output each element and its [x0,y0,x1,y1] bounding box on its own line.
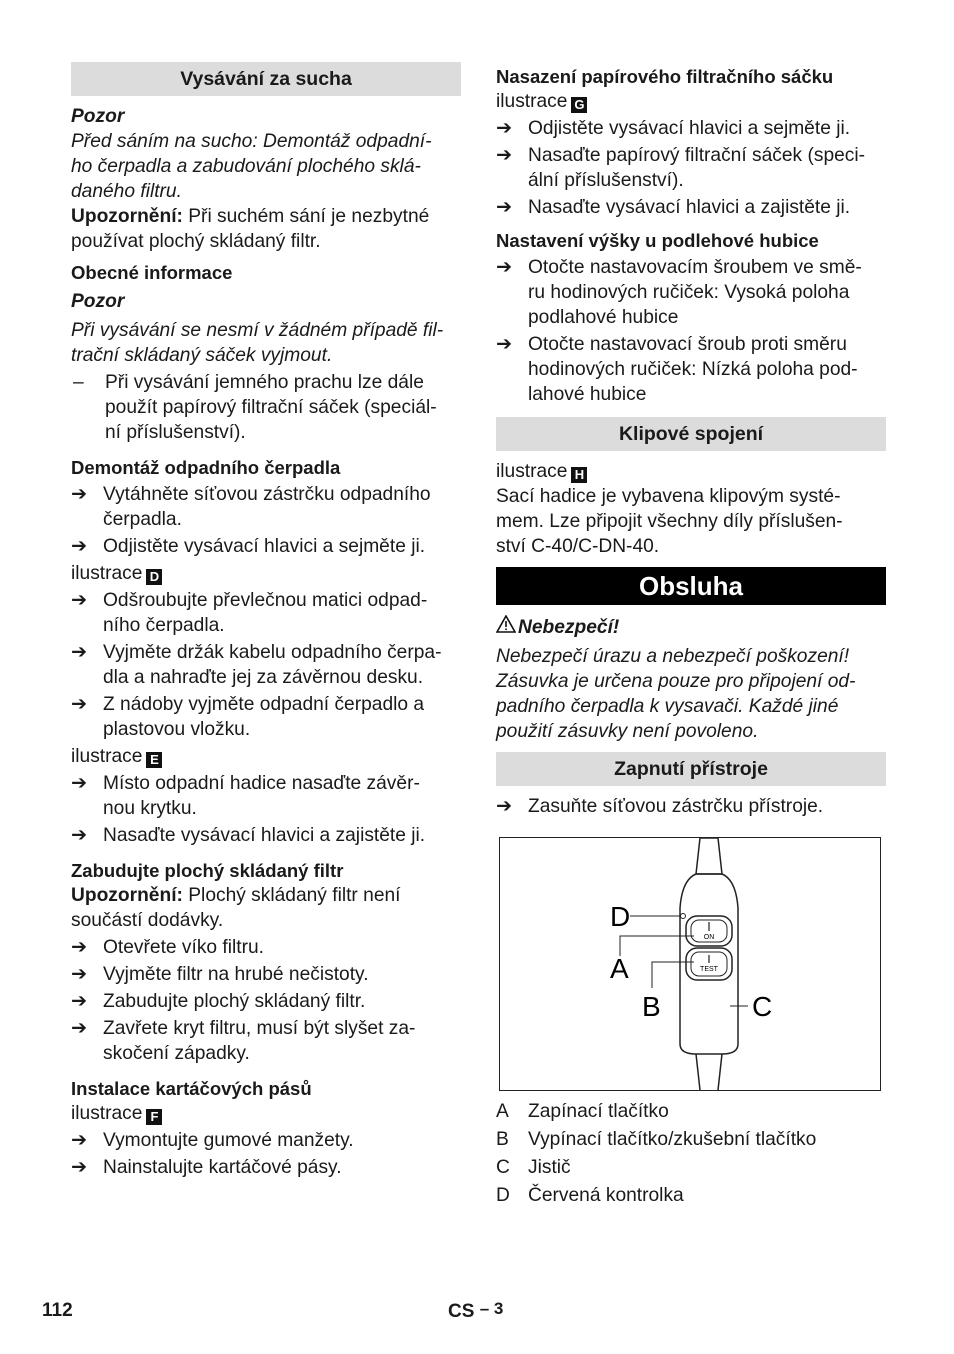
heading-floor-nozzle-height: Nastavení výšky u podlehové hubice [496,230,819,251]
list-item: ➔ Nasaďte vysávací hlavici a zajistěte ji. [71,825,426,846]
section-band-dry-vacuuming: Vysávání za sucha [71,62,461,96]
arrow-right-icon: ➔ [71,536,88,557]
illustration-letter-icon: G [571,97,587,113]
warning-triangle-icon [496,615,518,640]
danger-text: Nebezpečí úrazu a nebezpečí poškození! Zásuvka je určena pouze pro připojení od- padního čerpadla k vysavači. Každé jiné použití zásuvky není povoleno. [496,646,856,742]
arrow-right-icon: ➔ [71,1130,88,1151]
list-item: ➔ Nasaďte papírový filtrační sáček (speci- ální příslušenství). [496,145,866,191]
illustration-ref: ilustrace D [71,561,461,586]
illustration-letter-icon: H [571,467,587,483]
dash-bullet: – [73,372,84,393]
arrow-right-icon: ➔ [496,257,513,278]
arrow-right-icon: ➔ [71,1018,88,1039]
arrow-right-icon: ➔ [71,937,88,958]
list-item: ➔ Nasaďte vysávací hlavici a zajistěte ji. [496,197,851,218]
heading-general-info: Obecné informace [71,262,233,283]
heading-pump-removal: Demontáž odpadního čerpadla [71,457,341,478]
heading-install-filter: Zabudujte plochý skládaný filtr [71,860,344,881]
label-c: C [752,991,773,1022]
illustration-ref: ilustrace F [71,1101,461,1126]
section-band-clip-connection: Klipové spojení [496,417,886,451]
heading-paper-bag: Nasazení papírového filtračního sáčku [496,66,834,87]
list-item: ➔ Nainstalujte kartáčové pásy. [71,1157,342,1178]
list-item: ➔ Zasuňte síťovou zástrčku přístroje. [496,796,824,817]
paragraph: Sací hadice je vybavena klipovým systé- mem. Lze připojit všechny díly příslušen- ství C-40/C-DN-40. [496,486,843,557]
note-paragraph: Upozornění: Při suchém sání je nezbytné používat plochý skládaný filtr. [71,206,430,252]
caution-text: Před sáním na sucho: Demontáž odpadní- ho čerpadla a zabudování plochého sklá- daného filtru. [71,131,432,202]
illustration-ref: ilustrace G [496,89,886,114]
illustration-letter-icon: D [146,569,162,585]
caution-heading: Pozor [71,291,125,312]
caution-text: Při vysávání se nesmí v žádném případě fil- trační skládaný sáček vyjmout. [71,320,444,366]
list-item: ➔ Otevřete víko filtru. [71,937,265,958]
list-item: ➔ Vyjměte filtr na hrubé nečistoty. [71,964,369,985]
note-paragraph: Upozornění: Plochý skládaný filtr není součástí dodávky. [71,885,401,931]
arrow-right-icon: ➔ [71,590,88,611]
list-item: ➔ Odjistěte vysávací hlavici a sejměte ji. [496,118,851,139]
list-item: ➔ Zabudujte plochý skládaný filtr. [71,991,366,1012]
arrow-right-icon: ➔ [71,773,88,794]
plug-illustration [500,838,880,1090]
caution-heading: Pozor [71,106,125,127]
left-column [71,62,461,1182]
arrow-right-icon: ➔ [496,334,513,355]
illustration-ref: ilustrace E [71,744,461,769]
arrow-right-icon: ➔ [71,1157,88,1178]
arrow-right-icon: ➔ [71,825,88,846]
right-column [496,62,886,1211]
arrow-right-icon: ➔ [496,197,513,218]
arrow-right-icon: ➔ [71,642,88,663]
danger-heading: Nebezpečí! [496,615,886,640]
test-button-label: TEST [700,966,718,973]
legend-item: A Zapínací tlačítko [496,1101,669,1122]
arrow-right-icon: ➔ [71,484,88,505]
label-d: D [610,901,631,932]
arrow-right-icon: ➔ [496,118,513,139]
list-item: ➔ Odjistěte vysávací hlavici a sejměte ji. [71,536,426,557]
arrow-right-icon: ➔ [496,145,513,166]
language-code: CS – 3 [448,1299,504,1322]
plug-diagram [499,837,881,1091]
list-item: ➔ Zavřete kryt filtru, musí být slyšet za- skočení západky. [71,1018,416,1064]
section-band-switch-on: Zapnutí přístroje [496,752,886,786]
list-item: ➔ Odšroubujte převlečnou matici odpad- ního čerpadla. [71,590,428,636]
list-item: ➔ Vyjměte držák kabelu odpadního čerpa- dla a nahraďte jej za závěrnou desku. [71,642,442,688]
arrow-right-icon: ➔ [71,991,88,1012]
arrow-right-icon: ➔ [496,796,513,817]
legend-item: D Červená kontrolka [496,1185,684,1206]
list-item: ➔ Otočte nastavovacím šroubem ve smě- ru hodinových ručiček: Vysoká poloha podlahové hubice [496,257,862,328]
list-item: – Při vysávání jemného prachu lze dále použít papírový filtrační sáček (speciál- ní příslušenství). [73,372,437,443]
label-a: A [610,953,629,984]
arrow-right-icon: ➔ [71,964,88,985]
illustration-letter-icon: F [146,1109,162,1125]
label-b: B [642,991,661,1022]
list-item: ➔ Z nádoby vyjměte odpadní čerpadlo a plastovou vložku. [71,694,425,740]
on-button-label: ON [703,934,715,941]
section-band-operation: Obsluha [496,567,886,605]
legend-item: B Vypínací tlačítko/zkušební tlačítko [496,1129,817,1150]
illustration-letter-icon: E [146,752,162,768]
arrow-right-icon: ➔ [71,694,88,715]
legend-item: C Jistič [496,1157,571,1178]
list-item: ➔ Otočte nastavovací šroub proti směru hodinových ručiček: Nízká poloha pod- lahové hubice [496,334,858,405]
list-item: ➔ Vytáhněte síťovou zástrčku odpadního čerpadla. [71,484,431,530]
page-number: 112 [42,1300,73,1321]
heading-brush-strips: Instalace kartáčových pásů [71,1078,312,1099]
list-item: ➔ Místo odpadní hadice nasaďte závěr- nou krytku. [71,773,420,819]
list-item: ➔ Vymontujte gumové manžety. [71,1130,354,1151]
illustration-ref: ilustrace H [496,459,886,484]
